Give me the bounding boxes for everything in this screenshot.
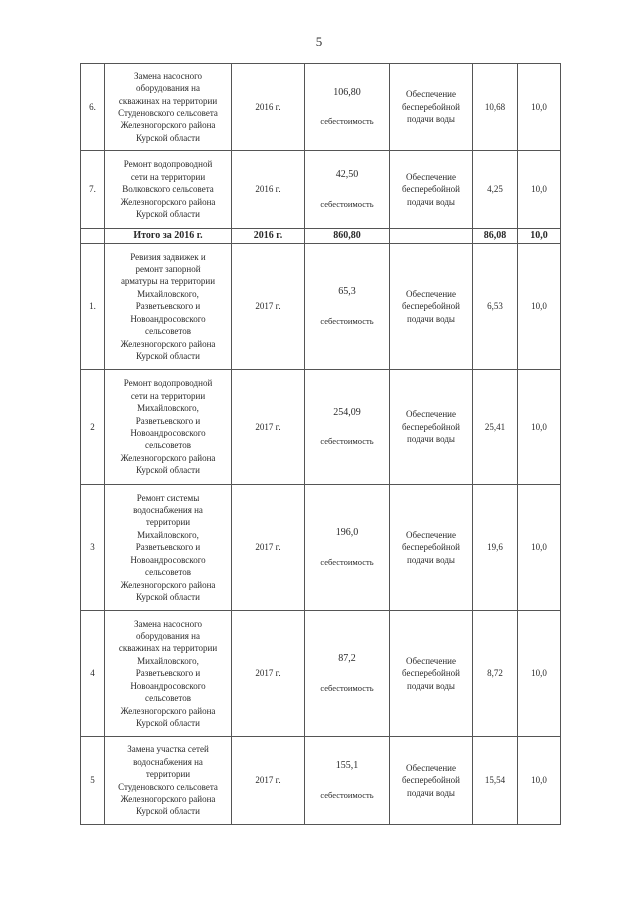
row-percent: 10,0 [518, 737, 561, 825]
row-year: 2016 г. [232, 64, 305, 151]
total-number [81, 229, 105, 244]
table-row [81, 611, 561, 737]
row-description: Замена участка сетей водоснабжения на территории Студеновского сельсовета Железногорского района Курской области [105, 737, 232, 825]
total-row-2016 [81, 229, 561, 244]
row-purpose: Обеспечение бесперебойной подачи воды [390, 64, 473, 151]
page-number: 5 [315, 34, 323, 49]
row-amount: 42,50 [335, 169, 359, 181]
row-purpose: Обеспечение бесперебойной подачи воды [390, 485, 473, 611]
row-description: Ремонт водопроводной сети на территории Михайловского, Разветьевского и Новоандросовского сельсоветов Железногорского района Курской области [105, 370, 232, 485]
total-percent: 10,0 [518, 229, 561, 244]
table-row [81, 64, 561, 151]
row-purpose: Обеспечение бесперебойной подачи воды [390, 737, 473, 825]
row-purpose: Обеспечение бесперебойной подачи воды [390, 370, 473, 485]
table-row [81, 151, 561, 229]
row-amount-unit: себестоимость [320, 315, 374, 326]
row-purpose: Обеспечение бесперебойной подачи воды [390, 244, 473, 370]
row-amount-unit: себестоимость [320, 198, 374, 209]
row-percent: 10,0 [518, 370, 561, 485]
row-year: 2017 г. [232, 370, 305, 485]
total-year: 2016 г. [232, 229, 305, 244]
row-purpose: Обеспечение бесперебойной подачи воды [390, 611, 473, 737]
row-amount-unit: себестоимость [320, 789, 374, 800]
row-amount-cell [305, 737, 390, 825]
row-percent: 10,0 [518, 485, 561, 611]
row-amount-cell [305, 611, 390, 737]
total-amount: 860,80 [305, 229, 390, 244]
row-value: 8,72 [473, 611, 518, 737]
table-body-2017 [81, 244, 561, 825]
row-amount: 155,1 [335, 760, 359, 772]
row-amount-cell [305, 485, 390, 611]
row-amount-unit: себестоимость [320, 682, 374, 693]
row-value: 19,6 [473, 485, 518, 611]
row-purpose: Обеспечение бесперебойной подачи воды [390, 151, 473, 229]
row-amount: 254,09 [333, 406, 361, 418]
row-value: 15,54 [473, 737, 518, 825]
row-amount-cell [305, 151, 390, 229]
row-number: 4 [81, 611, 105, 737]
table-body-2016 [81, 64, 561, 244]
table-row [81, 485, 561, 611]
row-amount-cell [305, 244, 390, 370]
row-percent: 10,0 [518, 151, 561, 229]
row-amount: 106,80 [333, 86, 361, 98]
row-amount-unit: себестоимость [320, 436, 374, 446]
row-year: 2017 г. [232, 737, 305, 825]
row-number: 1. [81, 244, 105, 370]
row-value: 6,53 [473, 244, 518, 370]
row-amount: 87,2 [338, 653, 356, 665]
row-description: Замена насосного оборудования на скважинах на территории Михайловского, Разветьевского и Новоандросовского сельсоветов Железногорского района Курской области [105, 611, 232, 737]
row-amount-unit: себестоимость [320, 556, 374, 567]
row-number: 6. [81, 64, 105, 151]
row-year: 2016 г. [232, 151, 305, 229]
row-value: 25,41 [473, 370, 518, 485]
total-label: Итого за 2016 г. [105, 229, 232, 244]
row-percent: 10,0 [518, 244, 561, 370]
row-amount-unit: себестоимость [320, 116, 374, 126]
row-description: Ревизия задвижек и ремонт запорной арматуры на территории Михайловского, Разветьевского и Новоандросовского сельсоветов Железногорского района Курской области [105, 244, 232, 370]
row-percent: 10,0 [518, 64, 561, 151]
row-description: Ремонт водопроводной сети на территории Волковского сельсовета Железногорского района Курской области [105, 151, 232, 229]
row-number: 2 [81, 370, 105, 485]
row-value: 10,68 [473, 64, 518, 151]
table-row [81, 244, 561, 370]
row-amount: 196,0 [335, 527, 359, 539]
row-year: 2017 г. [232, 485, 305, 611]
row-amount: 65,3 [338, 286, 356, 298]
total-value: 86,08 [473, 229, 518, 244]
row-year: 2017 г. [232, 244, 305, 370]
row-number: 3 [81, 485, 105, 611]
row-amount-cell [305, 64, 390, 151]
investment-table [80, 63, 561, 825]
row-description: Замена насосного оборудования на скважинах на территории Студеновского сельсовета Железногорского района Курской области [105, 64, 232, 151]
row-number: 5 [81, 737, 105, 825]
row-amount-cell [305, 370, 390, 485]
row-percent: 10,0 [518, 611, 561, 737]
table-row [81, 370, 561, 485]
total-purpose [390, 229, 473, 244]
table-row [81, 737, 561, 825]
row-value: 4,25 [473, 151, 518, 229]
row-description: Ремонт системы водоснабжения на территории Михайловского, Разветьевского и Новоандросовского сельсоветов Железногорского района Курской области [105, 485, 232, 611]
row-year: 2017 г. [232, 611, 305, 737]
row-number: 7. [81, 151, 105, 229]
